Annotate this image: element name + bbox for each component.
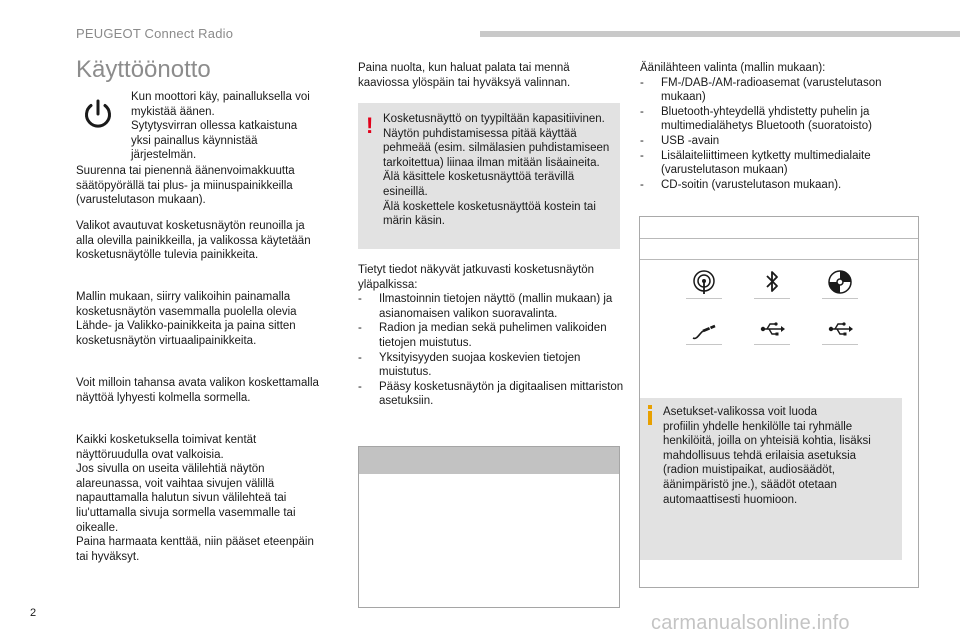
list-item: - Ilmastoinnin tietojen näyttö (mallin mukaan) ja asianomaisen valikon suoravalinta. bbox=[358, 293, 613, 320]
screen-header-band bbox=[640, 217, 918, 239]
usb-icon bbox=[759, 316, 785, 342]
running-header: PEUGEOT Connect Radio bbox=[76, 26, 234, 41]
watermark: carmanualsonline.info bbox=[651, 612, 850, 634]
page-title: Käyttöönotto bbox=[76, 56, 211, 83]
icon-divider bbox=[822, 344, 858, 345]
list-item: - Bluetooth-yhteydellä yhdistetty puhelin ja multimedialähetys Bluetooth (suoratoisto) bbox=[640, 105, 872, 133]
page-number: 2 bbox=[30, 607, 37, 619]
radio-icon bbox=[691, 269, 717, 295]
status-bar-paragraph: Tietyt tiedot näkyvät jatkuvasti kosketusnäytön yläpalkissa: - Ilmastoinnin tietojen näyttö (mallin mukaan) ja asianomaisen valikon suoravalinta. - Radion ja median sekä puhelimen valikoiden tietojen muistutus. - Yksityisyyden suojaa koskevien tietojen muistutus. - Pääsy kosketusnäytön ja digitaalisen mittariston asetuksiin. bbox=[358, 263, 628, 409]
icon-divider bbox=[754, 344, 790, 345]
warning-text: Kosketusnäyttö on tyypiltään kapasitiivinen. Näytön puhdistamisessa pitää käyttää pehmeää (esim. silmälasien puhdistamiseen tarkoitettua) liinaa ilman mitään lisäaineita. Älä käsittele kosketusnäyttöä terävillä esineillä. Älä koskettele kosketusnäyttöä kostein tai märin käsin. bbox=[383, 113, 610, 228]
icon-divider bbox=[822, 298, 858, 299]
icon-divider bbox=[686, 344, 722, 345]
volume-paragraph: Suurenna tai pienennä äänenvoimakkuutta säätöpyörällä tai plus- ja miinuspainikkeilla (varustelutason mukaan). bbox=[76, 165, 295, 207]
illustration-top-band bbox=[359, 447, 619, 474]
arrow-paragraph: Paina nuolta, kun haluat palata tai mennä kaaviossa ylöspäin tai hyväksyä valinnan. bbox=[358, 62, 571, 89]
list-item: - Lisälaiteliittimeen kytketty multimedialaite (varustelutason mukaan) bbox=[640, 149, 871, 177]
icon-divider bbox=[686, 298, 722, 299]
info-icon bbox=[648, 405, 652, 425]
exclamation-icon: ! bbox=[366, 113, 374, 138]
list-item: - USB -avain bbox=[640, 134, 720, 147]
model-menus-paragraph: Mallin mukaan, siirry valikoihin painamalla kosketusnäytön vasemmalla puolella olevia Lähde- ja Valikko-painikkeita ja paina sitten kosketusnäytön virtuaalipainikkeita. bbox=[76, 291, 297, 347]
icon-divider bbox=[754, 298, 790, 299]
cd-icon bbox=[827, 269, 853, 295]
menus-paragraph: Valikot avautuvat kosketusnäytön reunoilla ja alla olevilla painikkeilla, ja valikossa käytetään kosketusnäytölle tulevia painikkeita. bbox=[76, 220, 311, 262]
screen-subheader-band bbox=[640, 240, 918, 260]
header-rule bbox=[480, 31, 960, 37]
power-icon bbox=[80, 96, 116, 132]
usb-icon bbox=[827, 316, 853, 342]
screen-illustration bbox=[358, 446, 620, 608]
three-finger-paragraph: Voit milloin tahansa avata valikon koskettamalla näyttöä lyhyesti kolmella sormella. bbox=[76, 377, 319, 404]
info-text: Asetukset-valikossa voit luoda profiilin yhdelle henkilölle tai ryhmälle henkilöitä, joilla on yhteisiä kohtia, lisäksi mahdollisuus tehdä erilaisia asetuksia (radion muistipaikat, audiosäädöt, äänimpäristö jne.), säädöt otetaan automaattisesti huomioon. bbox=[663, 406, 871, 506]
aux-cable-icon bbox=[691, 318, 717, 344]
power-button-text: Kun moottori käy, painalluksella voi mykistää äänen. Sytytysvirran ollessa katkaistuna yksi painallus käynnistää järjestelmän. bbox=[131, 91, 310, 162]
list-item: - FM-/DAB-/AM-radioasemat (varustelutason mukaan) bbox=[640, 76, 882, 104]
list-item: - Yksityisyyden suojaa koskevien tietojen muistutus. bbox=[358, 351, 581, 379]
bluetooth-icon bbox=[759, 269, 785, 295]
source-selection-paragraph: Äänilähteen valinta (mallin mukaan): - FM-/DAB-/AM-radioasemat (varustelutason mukaan) - Bluetooth-yhteydellä yhdistetty puhelin ja multimedialähetys Bluetooth (suoratoisto) - USB -avain - Lisälaiteliittimeen kytketty multimedialaite (varustelutason mukaan) - CD-soitin (varustelutason mukaan). bbox=[640, 61, 915, 192]
list-item: - Radion ja median sekä puhelimen valikoiden tietojen muistutus. bbox=[358, 322, 607, 349]
list-item: - Pääsy kosketusnäytön ja digitaalisen mittariston asetuksiin. bbox=[358, 380, 624, 408]
list-item: - CD-soitin (varustelutason mukaan). bbox=[640, 178, 842, 191]
touch-fields-paragraph: Kaikki kosketuksella toimivat kentät näyttöruudulla ovat valkoisia. Jos sivulla on useita välilehtiä näytön alareunassa, voit vaihtaa sivujen välillä napauttamalla halutun sivun välilehteä tai liu'uttamalla sivuja sormella vasemmalle tai oikealle. Paina harmaata kenttää, niin pääset eteenpäin tai hyväksyt. bbox=[76, 434, 314, 563]
